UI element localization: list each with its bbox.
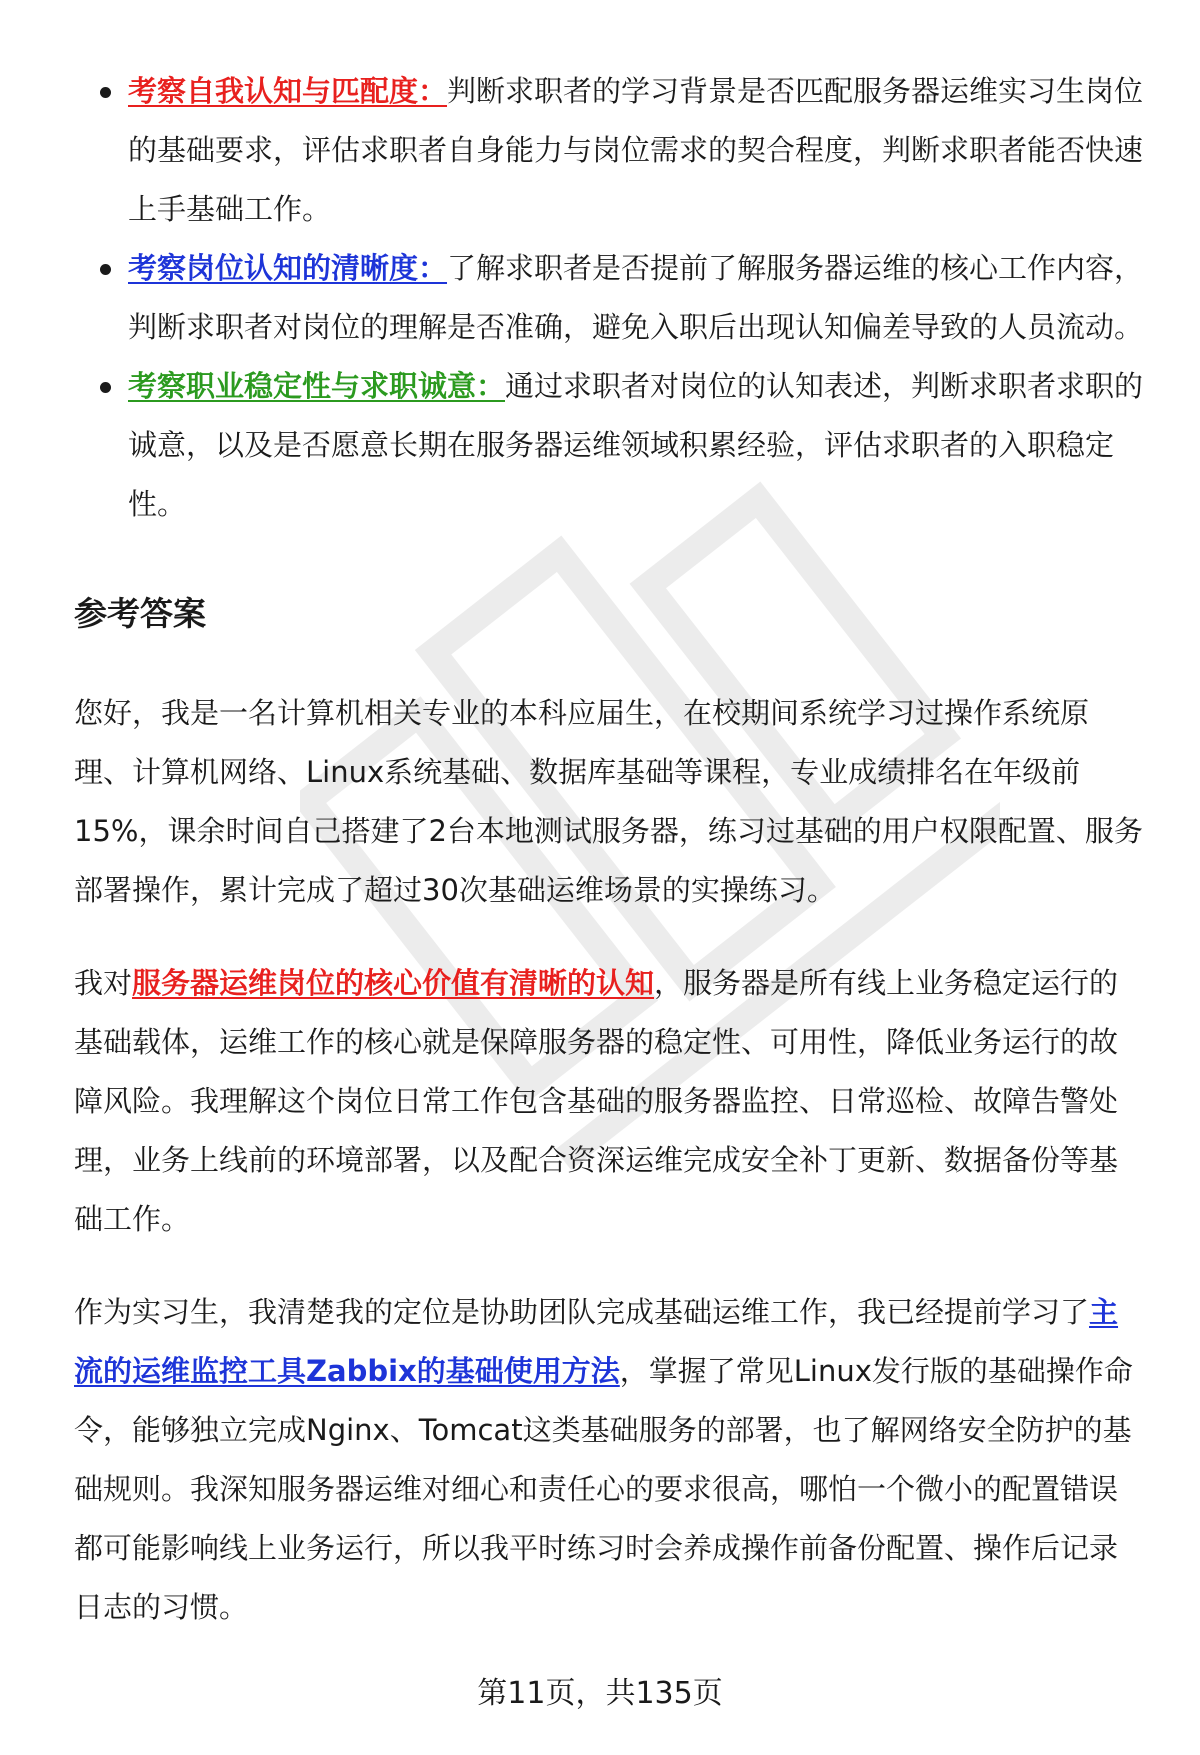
- page-number: 第11页，共135页: [477, 1676, 723, 1711]
- list-item: [74, 357, 1146, 534]
- evaluation-points-list: [74, 62, 1146, 534]
- paragraph-text: ，服务器是所有线上业务稳定运行的基础载体，运维工作的核心就是保障服务器的稳定性、可用性，降低业务运行的故障风险。我理解这个岗位日常工作包含基础的服务器监控、日常巡检、故障告警处理，业务上线前的环境部署，以及配合资深运维完成安全补丁更新、数据备份等基础工作。: [74, 966, 1119, 1236]
- paragraph-text: ，掌握了常见Linux发行版的基础操作命令，能够独立完成Nginx、Tomcat这类基础服务的部署，也了解网络安全防护的基础规则。我深知服务器运维对细心和责任心的要求很高，哪怕一个微小的配置错误都可能影响线上业务运行，所以我平时练习时会养成操作前备份配置、操作后记录日志的习惯。: [74, 1354, 1133, 1624]
- section-title: 参考答案: [74, 594, 206, 633]
- bullet-text: 了解求职者是否提前了解服务器运维的核心工作内容，判断求职者对岗位的理解是否准确，避免入职后出现认知偏差导致的人员流动。: [128, 251, 1144, 344]
- answer-paragraph-2: [74, 954, 1146, 1249]
- list-item: [74, 62, 1146, 239]
- paragraph-text: 我对: [74, 966, 133, 1000]
- list-item: [74, 239, 1146, 357]
- bullet-dot-icon: [100, 264, 111, 275]
- paragraph-highlight: 服务器运维岗位的核心价值有清晰的认知: [132, 966, 655, 1000]
- paragraph-highlight: 主流的运维监控工具Zabbix的基础使用方法: [74, 1295, 1119, 1388]
- paragraph-text: 作为实习生，我清楚我的定位是协助团队完成基础运维工作，我已经提前学习了: [74, 1295, 1090, 1329]
- answer-paragraph-3: [74, 1283, 1146, 1637]
- bullet-highlight: 考察职业稳定性与求职诚意：: [128, 369, 506, 403]
- answer-paragraph-1: 您好，我是一名计算机相关专业的本科应届生，在校期间系统学习过操作系统原理、计算机网络、Linux系统基础、数据库基础等课程，专业成绩排名在年级前15%，课余时间自己搭建了2台本地测试服务器，练习过基础的用户权限配置、服务部署操作，累计完成了超过30次基础运维场景的实操练习。: [74, 696, 1143, 907]
- bullet-highlight: 考察自我认知与匹配度：: [128, 74, 448, 108]
- bullet-dot-icon: [100, 382, 111, 393]
- bullet-highlight: 考察岗位认知的清晰度：: [128, 251, 448, 285]
- bullet-text: 通过求职者对岗位的认知表述，判断求职者求职的诚意，以及是否愿意长期在服务器运维领域积累经验，评估求职者的入职稳定性。: [128, 369, 1144, 521]
- document-page: [74, 62, 1146, 1637]
- bullet-text: 判断求职者的学习背景是否匹配服务器运维实习生岗位的基础要求，评估求职者自身能力与岗位需求的契合程度，判断求职者能否快速上手基础工作。: [128, 74, 1144, 226]
- bullet-dot-icon: [100, 87, 111, 98]
